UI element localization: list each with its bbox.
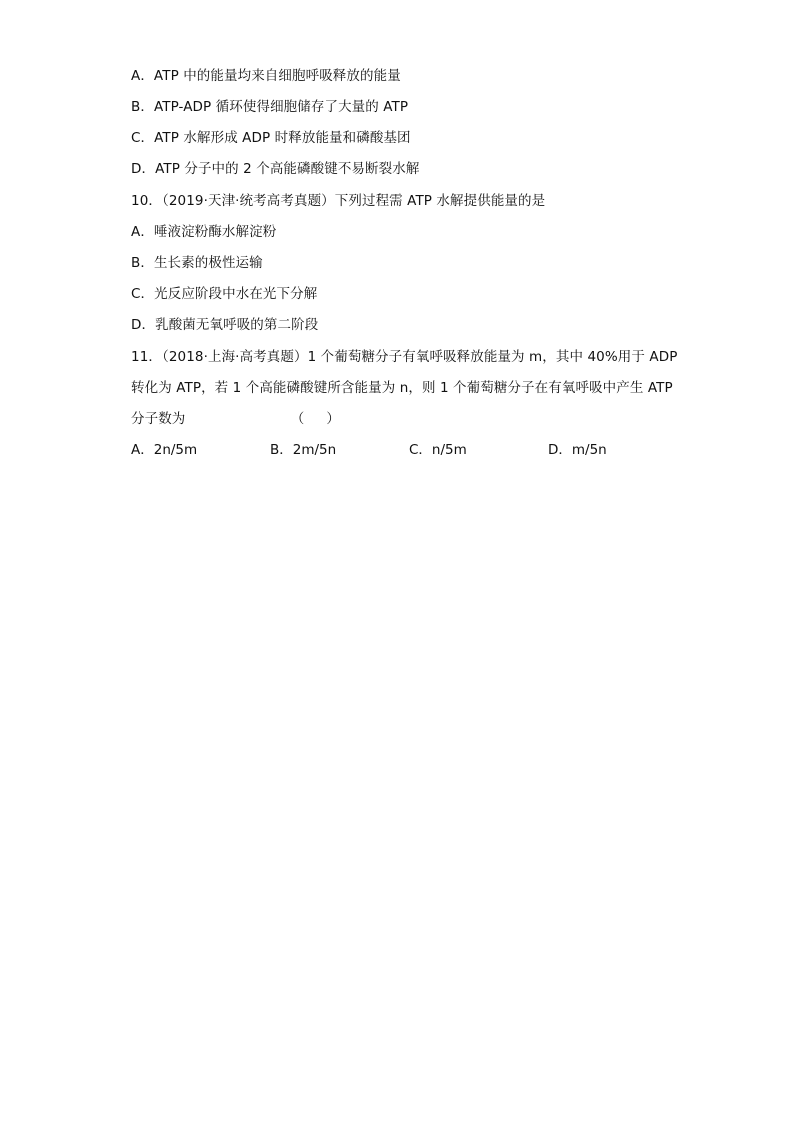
q10-option-c: C．光反应阶段中水在光下分解 <box>131 286 318 302</box>
q9-option-a: A．ATP 中的能量均来自细胞呼吸释放的能量 <box>131 68 401 84</box>
q11-options-row <box>131 441 651 459</box>
q9-option-d: D．ATP 分子中的 2 个高能磷酸键不易断裂水解 <box>131 161 420 177</box>
q9-option-c: C．ATP 水解形成 ADP 时释放能量和磷酸基团 <box>131 130 411 146</box>
q11-option-b: B．2m/5n <box>270 442 337 458</box>
q11-option-a: A．2n/5m <box>131 442 198 458</box>
q9-option-b: B．ATP-ADP 循环使得细胞储存了大量的 ATP <box>131 99 409 115</box>
q10-stem: 10．（2019·天津·统考高考真题）下列过程需 ATP 水解提供能量的是 <box>131 193 546 209</box>
q10-option-d: D．乳酸菌无氧呼吸的第二阶段 <box>131 317 319 333</box>
q11-stem-line-1: 11．（2018·上海·高考真题）1 个葡萄糖分子有氧呼吸释放能量为 m，其中 40%用于 ADP <box>131 349 678 365</box>
q10-option-a: A．唾液淀粉酶水解淀粉 <box>131 224 277 240</box>
q11-option-d: D．m/5n <box>548 442 607 458</box>
q11-stem-line-2: 转化为 ATP，若 1 个高能磷酸键所含能量为 n，则 1 个葡萄糖分子在有氧呼吸中产生 ATP <box>131 380 673 396</box>
q10-option-b: B．生长素的极性运输 <box>131 255 263 271</box>
q11-stem-line-3: 分子数为 （ ） <box>131 411 340 427</box>
q11-option-c: C．n/5m <box>409 442 467 458</box>
